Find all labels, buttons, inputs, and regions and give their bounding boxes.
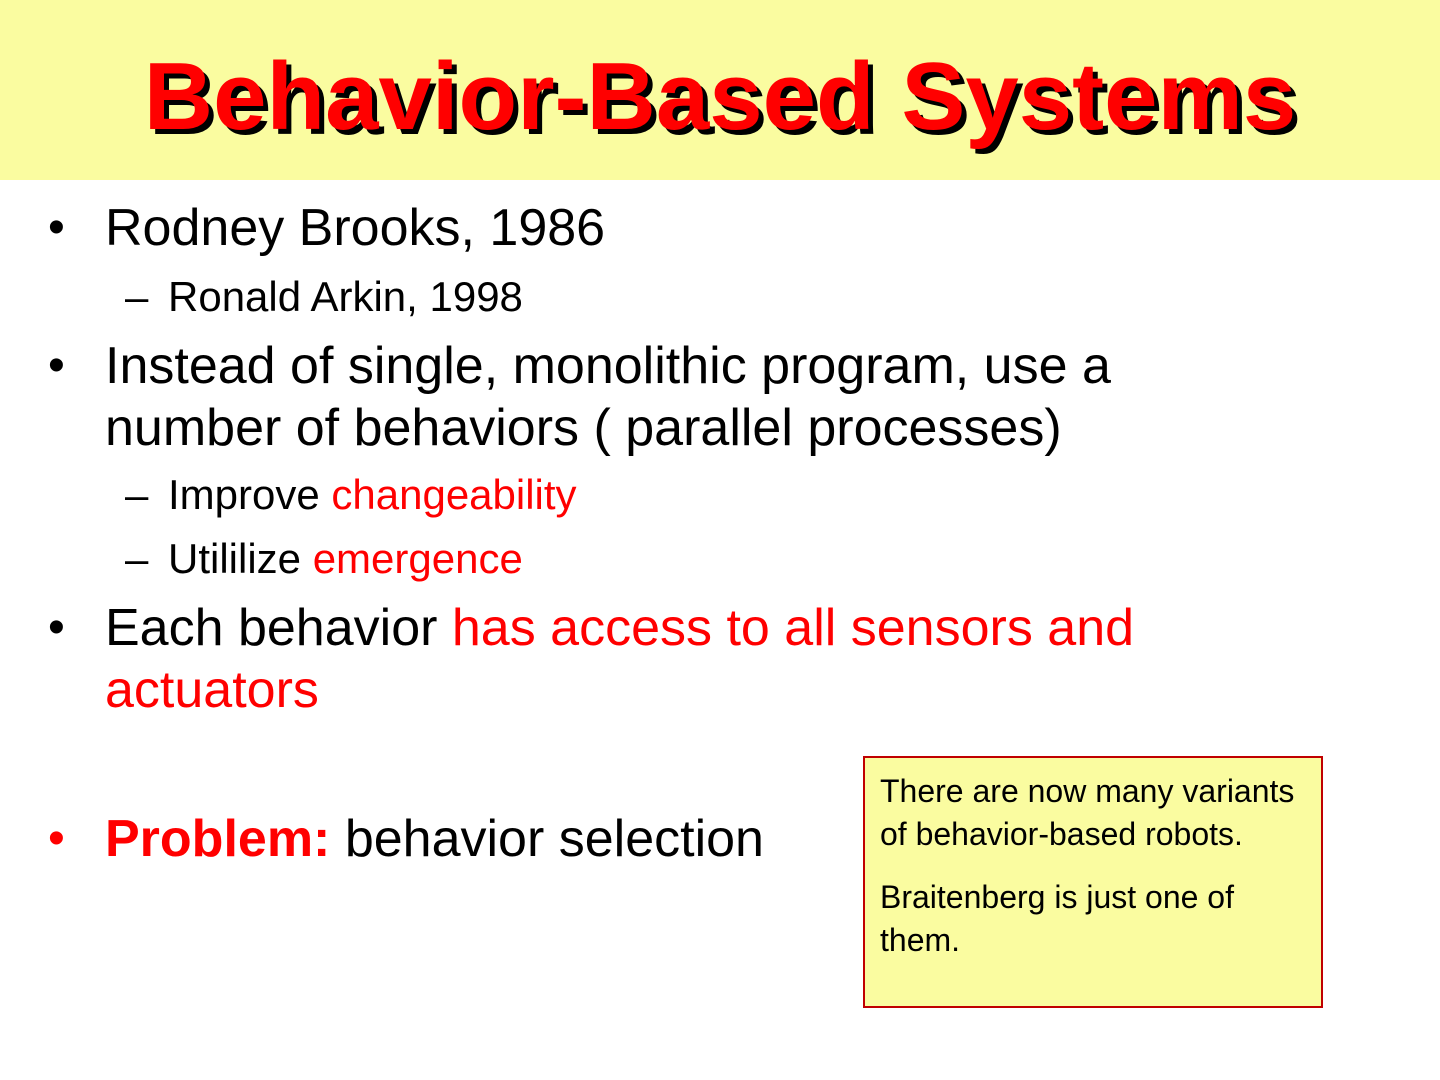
sub-bullet-text (168, 469, 1268, 521)
bullet-icon: • (48, 601, 65, 654)
dash-icon: – (125, 535, 149, 582)
sub-bullet-prefix: Utililize (168, 535, 313, 582)
note-paragraph: There are now many variants of behavior-based robots. (880, 773, 1295, 852)
highlight-text: emergence (312, 535, 523, 582)
bullet-icon: • (48, 812, 65, 865)
highlight-text: changeability (331, 471, 577, 518)
sub-bullet-text: Ronald Arkin, 1998 (168, 273, 523, 320)
dash-icon: – (125, 471, 149, 518)
note-paragraph: Braitenberg is just one of them. (880, 879, 1234, 958)
note-box (863, 756, 1323, 1008)
problem-label: Problem: (105, 810, 331, 868)
bullet-text: Rodney Brooks, 1986 (105, 199, 606, 257)
bullet-text (105, 597, 1265, 721)
dash-icon: – (125, 273, 149, 320)
bullet-icon: • (48, 201, 65, 254)
sub-bullet-prefix: Improve (168, 471, 332, 518)
sub-bullet-text (168, 533, 1268, 585)
slide-title: Behavior-Based Systems (143, 43, 1297, 150)
highlight-text: has access to all sensors and actuators (105, 599, 1135, 719)
bullet-icon: • (48, 339, 65, 392)
bullet-body: behavior selection (330, 810, 764, 868)
bullet-prefix: Each behavior (105, 599, 452, 657)
bullet-text: Instead of single, monolithic program, use a number of behaviors ( parallel processes) (105, 337, 1111, 457)
